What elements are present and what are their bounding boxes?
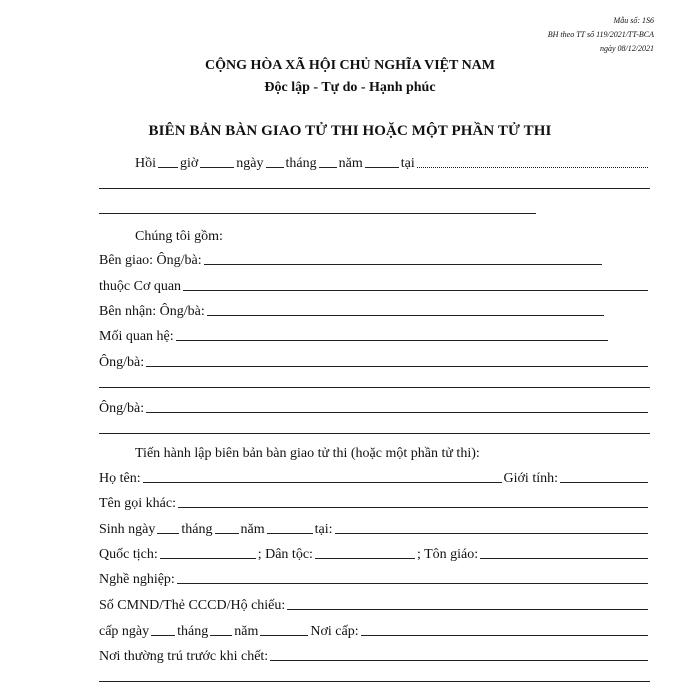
issue-year-label: năm	[234, 624, 259, 639]
label-nam: năm	[338, 156, 363, 171]
form-code-block	[454, 14, 654, 56]
cap-ngay-row	[99, 620, 650, 640]
issue-year-field[interactable]	[260, 634, 308, 636]
ong-ba-2-field[interactable]	[146, 411, 648, 413]
ben-nhan-field[interactable]	[207, 314, 604, 316]
ong-ba-1-line-2[interactable]	[99, 386, 650, 388]
deceased-heading: Tiến hành lập biên bản bàn giao tử thi (hoặc một phần tử thi):	[135, 446, 480, 461]
parties-heading: Chúng tôi gồm:	[135, 229, 223, 244]
ben-nhan-label: Bên nhận: Ông/bà:	[99, 304, 205, 319]
form-code: Mẫu số: 1S6	[613, 16, 654, 25]
form-date: ngày 08/12/2021	[600, 44, 654, 53]
ben-nhan-row	[99, 300, 606, 320]
gioi-tinh-field[interactable]	[560, 481, 648, 483]
label-gio: giờ	[180, 156, 199, 171]
birth-year-label: năm	[240, 522, 265, 537]
ben-giao-field[interactable]	[204, 263, 602, 265]
birth-day-field[interactable]	[157, 532, 179, 534]
birth-month-field[interactable]	[215, 532, 239, 534]
document-title: BIÊN BẢN BÀN GIAO TỬ THI HOẶC MỘT PHẦN TỬ THI	[148, 123, 552, 139]
sinh-ngay-label: Sinh ngày	[99, 522, 156, 537]
ton-giao-field[interactable]	[480, 557, 648, 559]
place-line-3[interactable]	[99, 212, 536, 214]
moi-quan-he-field[interactable]	[176, 339, 608, 341]
ton-giao-label: ; Tôn giáo:	[416, 547, 479, 562]
moi-quan-he-row	[99, 325, 610, 345]
issue-month-label: tháng	[177, 624, 209, 639]
birth-place-label: tại:	[314, 522, 333, 537]
ho-ten-row	[99, 467, 650, 487]
nghe-nghiep-label: Nghề nghiệp:	[99, 572, 175, 587]
noi-cap-field[interactable]	[361, 634, 648, 636]
quoc-tich-row	[99, 543, 650, 563]
birth-year-field[interactable]	[267, 532, 313, 534]
noi-thuong-tru-field[interactable]	[270, 659, 648, 661]
so-cmnd-label: Số CMND/Thẻ CCCD/Hộ chiếu:	[99, 598, 286, 613]
noi-thuong-tru-line-2[interactable]	[99, 680, 650, 682]
ong-ba-2-label: Ông/bà:	[99, 401, 145, 416]
ho-ten-label: Họ tên:	[99, 471, 141, 486]
intro-row	[135, 152, 650, 172]
noi-thuong-tru-row	[99, 645, 650, 665]
so-cmnd-field[interactable]	[287, 608, 648, 610]
thuoc-co-quan-row	[99, 275, 650, 295]
dan-toc-label: ; Dân tộc:	[257, 547, 313, 562]
dan-toc-field[interactable]	[315, 557, 415, 559]
ten-goi-khac-label: Tên gọi khác:	[99, 496, 176, 511]
birth-place-field[interactable]	[335, 532, 649, 534]
ong-ba-1-field[interactable]	[146, 365, 648, 367]
ong-ba-1-label: Ông/bà:	[99, 355, 145, 370]
issue-day-field[interactable]	[151, 634, 175, 636]
month-field[interactable]	[319, 166, 337, 168]
label-thang: tháng	[285, 156, 317, 171]
label-tai: tại	[400, 156, 415, 171]
ong-ba-1-row	[99, 351, 650, 371]
ten-goi-khac-field[interactable]	[178, 506, 648, 508]
motto: Độc lập - Tự do - Hạnh phúc	[264, 80, 436, 95]
day-field[interactable]	[266, 166, 284, 168]
deceased-heading-row	[135, 442, 650, 462]
birth-month-label: tháng	[181, 522, 213, 537]
issue-month-field[interactable]	[210, 634, 232, 636]
thuoc-co-quan-label: thuộc Cơ quan	[99, 279, 182, 294]
ben-giao-label: Bên giao: Ông/bà:	[99, 253, 202, 268]
nghe-nghiep-field[interactable]	[177, 582, 648, 584]
ong-ba-2-line-2[interactable]	[99, 432, 650, 434]
moi-quan-he-label: Mối quan hệ:	[99, 329, 174, 344]
ho-ten-field[interactable]	[143, 481, 502, 483]
ten-goi-khac-row	[99, 492, 650, 512]
cap-ngay-label: cấp ngày	[99, 624, 150, 639]
gioi-tinh-label: Giới tính:	[503, 471, 558, 486]
ong-ba-2-row	[99, 397, 650, 417]
label-hoi: Hồi	[135, 156, 156, 171]
ben-giao-row	[99, 249, 604, 269]
so-cmnd-row	[99, 594, 650, 614]
noi-cap-label: Nơi cấp:	[310, 624, 359, 639]
quoc-tich-label: Quốc tịch:	[99, 547, 158, 562]
place-field[interactable]	[417, 166, 648, 168]
quoc-tich-field[interactable]	[160, 557, 256, 559]
nghe-nghiep-row	[99, 568, 650, 588]
nation-heading: CỘNG HÒA XÃ HỘI CHỦ NGHĨA VIỆT NAM	[204, 58, 495, 73]
form-reference: BH theo TT số 119/2021/TT-BCA	[547, 30, 654, 39]
year-field[interactable]	[365, 166, 399, 168]
minute-field[interactable]	[200, 166, 234, 168]
sinh-ngay-row	[99, 518, 650, 538]
noi-thuong-tru-label: Nơi thường trú trước khi chết:	[99, 649, 269, 664]
label-ngay: ngày	[236, 156, 264, 171]
thuoc-co-quan-field[interactable]	[183, 289, 648, 291]
place-line-2[interactable]	[99, 187, 650, 189]
hour-field[interactable]	[158, 166, 178, 168]
parties-heading-row	[135, 225, 650, 245]
